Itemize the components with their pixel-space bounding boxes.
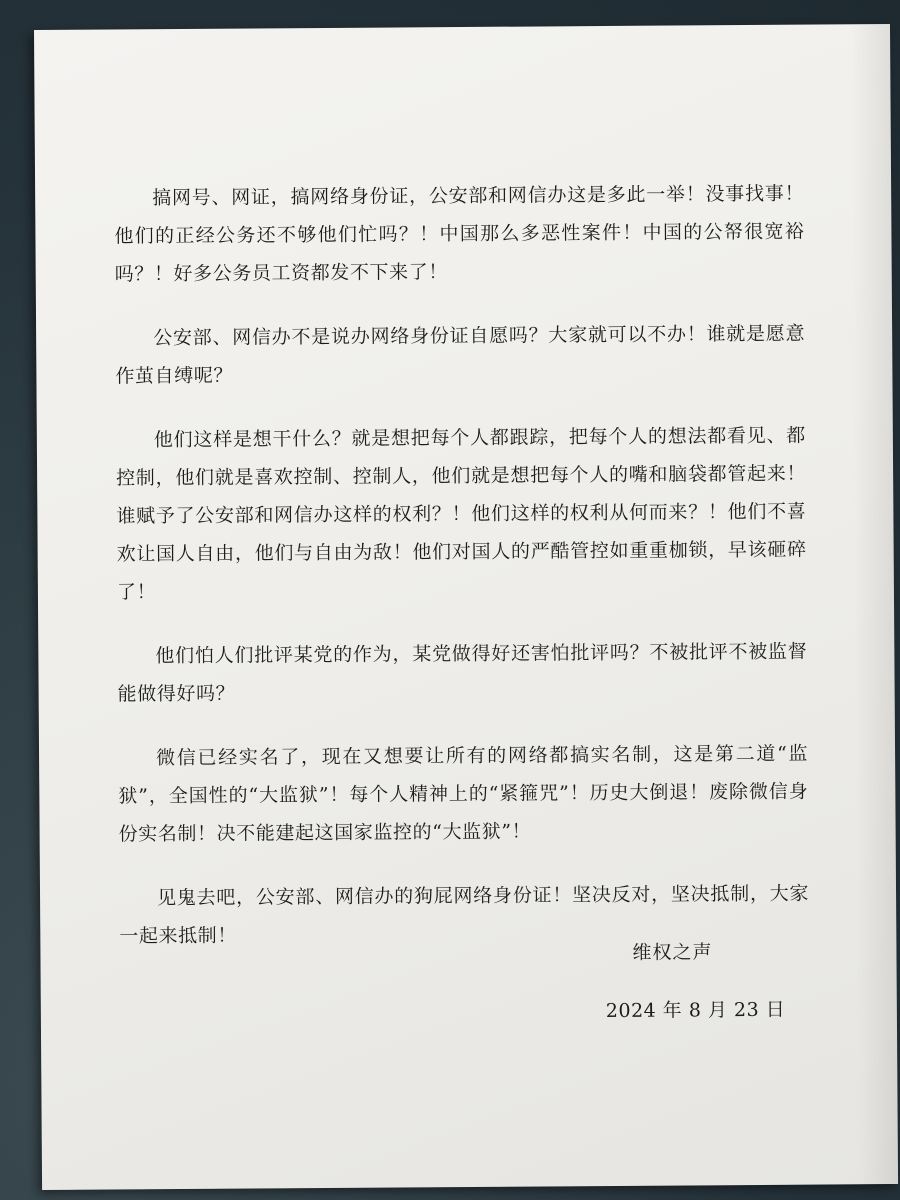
letter-body — [114, 175, 810, 982]
paragraph-5: 微信已经实名了，现在又想要让所有的网络都搞实名制，这是第二道“监狱”，全国性的“大监狱”！每个人精神上的“紧箍咒”！历史大倒退！废除微信身份实名制！决不能建起这国家监控的“大监狱”！ — [118, 742, 809, 846]
paragraph-2: 公安部、网信办不是说办网络身份证自愿吗？大家就可以不办！谁就是愿意作茧自缚呢？ — [115, 322, 806, 388]
paper-edge-shadow — [850, 24, 898, 1184]
paragraph-4: 他们怕人们批评某党的作为，某党做得好还害怕批评吗？不被批评不被监督能做得好吗？ — [117, 640, 808, 706]
paragraph-6: 见鬼去吧，公安部、网信办的狗屁网络身份证！坚决反对，坚决抵制，大家一起来抵制！ — [119, 882, 810, 948]
paragraph-3: 他们这样是想干什么？就是想把每个人都跟踪，把每个人的想法都看见、都控制，他们就是喜欢控制、控制人，他们就是想把每个人的嘴和脑袋都管起来！谁赋予了公安部和网信办这样的权利？！他们这样的权利从何而来？！他们不喜欢让国人自由，他们与自由为敌！他们对国人的严酷管控如重重枷锁，早该砸碎了！ — [116, 424, 807, 604]
paragraph-1: 搞网号、网证，搞网络身份证，公安部和网信办这是多此一举！没事找事！他们的正经公务还不够他们忙吗？！中国那么多恶性案件！中国的公帑很宽裕吗？！好多公务员工资都发不下来了！ — [114, 182, 805, 286]
signature: 维权之声 — [632, 941, 713, 964]
date: 2024 年 8 月 23 日 — [605, 998, 786, 1023]
letter-sheet — [34, 24, 898, 1190]
